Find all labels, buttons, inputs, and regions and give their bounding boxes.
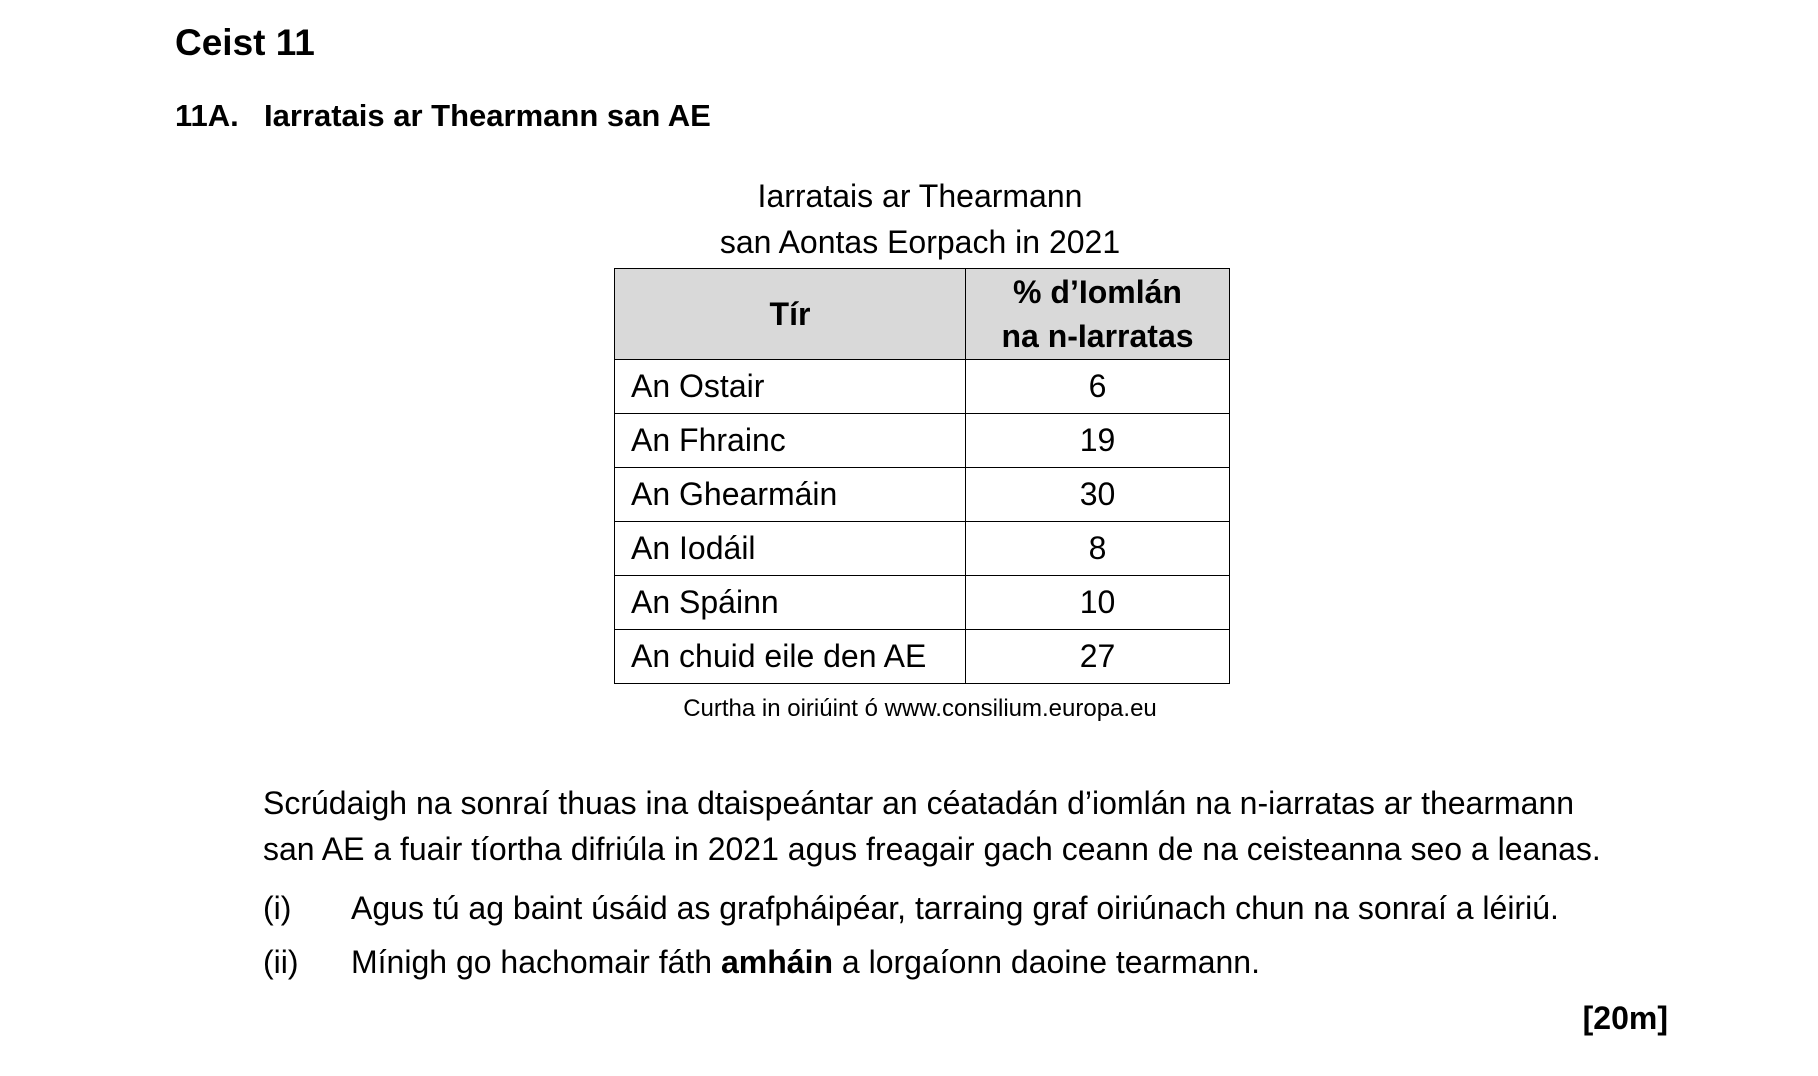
header-percent-line2: na n-Iarratas (1001, 318, 1194, 354)
part-title: Iarratais ar Thearmann san AE (264, 98, 711, 133)
percent-cell: 6 (966, 360, 1230, 414)
country-cell: An Ostair (615, 360, 966, 414)
country-cell: An Ghearmáin (615, 468, 966, 522)
asylum-applications-table (614, 268, 1230, 684)
instructions-line1: Scrúdaigh na sonraí thuas ina dtaispeántar an céatadán d’iomlán na n-iarratas ar thearmann (263, 785, 1575, 821)
country-cell: An Spáinn (615, 576, 966, 630)
percent-cell: 10 (966, 576, 1230, 630)
instructions-line2: san AE a fuair tíortha difriúla in 2021 agus freagair gach ceann de na ceisteanna seo a leanas. (263, 831, 1601, 867)
instructions-paragraph (263, 780, 1683, 872)
table-row (615, 468, 1230, 522)
part-heading (175, 98, 711, 134)
header-country: Tír (615, 269, 966, 360)
item-text-before: Mínigh go hachomair fáth (351, 944, 721, 980)
country-cell: An chuid eile den AE (615, 630, 966, 684)
percent-cell: 8 (966, 522, 1230, 576)
item-text-after: a lorgaíonn daoine tearmann. (833, 944, 1260, 980)
percent-cell: 30 (966, 468, 1230, 522)
table-source: Curtha in oiriúint ó www.consilium.europa.eu (683, 695, 1157, 722)
header-percent (966, 269, 1230, 360)
item-text-bold: amháin (720, 944, 834, 980)
percent-cell: 19 (966, 414, 1230, 468)
item-number: (i) (263, 890, 292, 926)
part-number: 11A. (175, 98, 239, 133)
question-item-ii (263, 944, 1260, 981)
question-item-i (263, 890, 1559, 927)
table-row (615, 576, 1230, 630)
table-row (615, 360, 1230, 414)
table-header-row (615, 269, 1230, 360)
country-cell: An Iodáil (615, 522, 966, 576)
country-cell: An Fhrainc (615, 414, 966, 468)
item-number: (ii) (263, 944, 299, 980)
table-caption-line1: Iarratais ar Thearmann (757, 178, 1083, 214)
table-caption-line2: san Aontas Eorpach in 2021 (719, 224, 1121, 260)
percent-cell: 27 (966, 630, 1230, 684)
header-percent-line1: % d’Iomlán (1013, 274, 1182, 310)
table-row (615, 522, 1230, 576)
question-title: Ceist 11 (175, 22, 315, 63)
table-row (615, 630, 1230, 684)
item-text: Agus tú ag baint úsáid as grafpháipéar, tarraing graf oiriúnach chun na sonraí a léiriú. (351, 890, 1559, 926)
table-row (615, 414, 1230, 468)
marks-label: [20m] (1582, 1000, 1668, 1036)
